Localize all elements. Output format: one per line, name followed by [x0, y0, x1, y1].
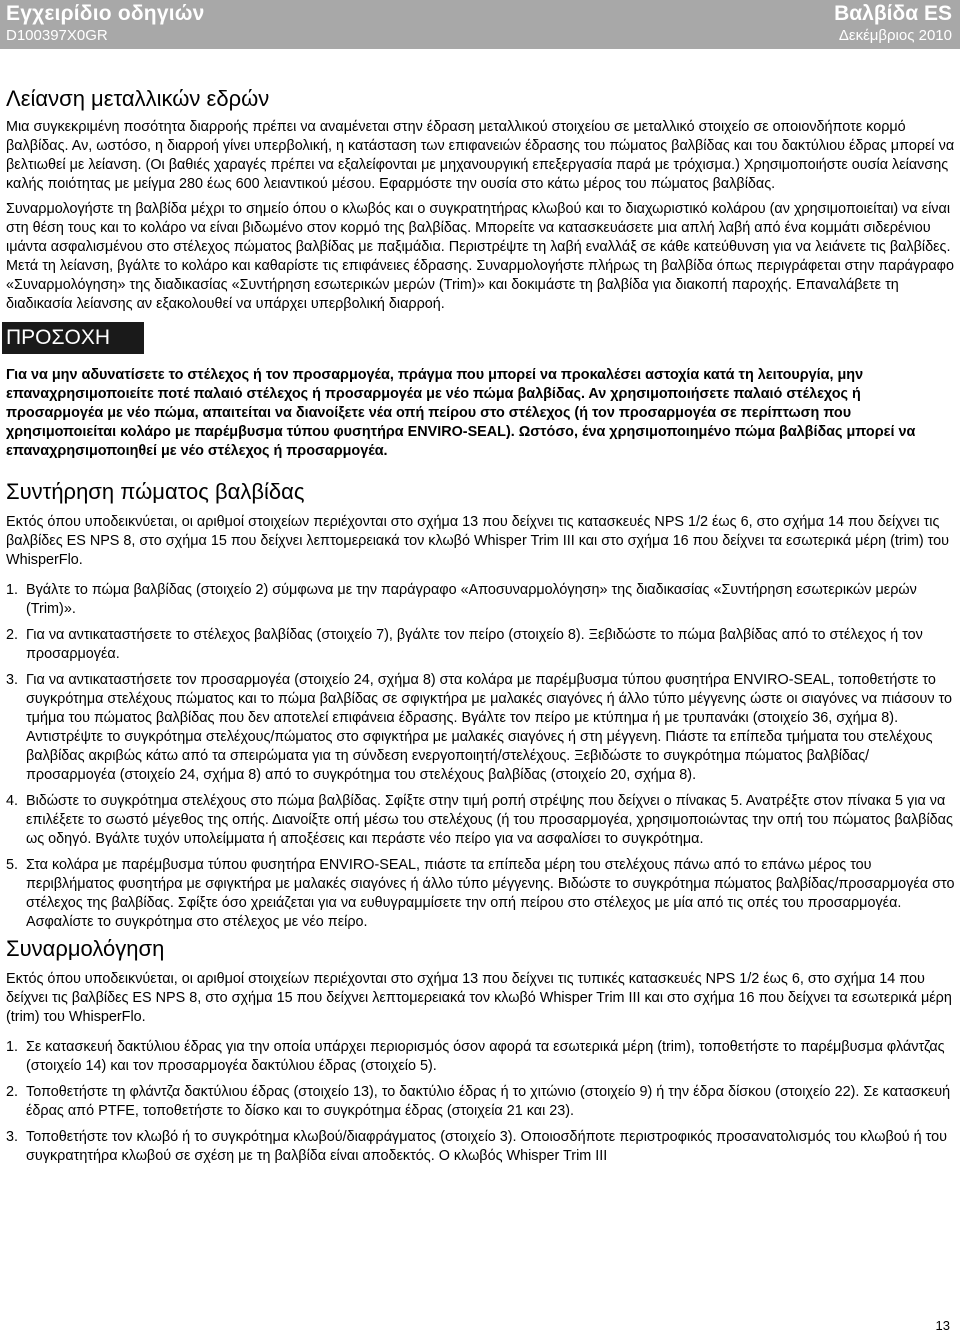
- assembly-heading: Συναρμολόγηση: [6, 936, 165, 961]
- page-number: 13: [935, 1318, 950, 1333]
- list-item: 2. Τοποθετήστε τη φλάντζα δακτύλιου έδρας (στοιχείο 13), το δακτύλιο έδρας ή το χιτώνιο (στοιχείο 9) ή την έδρα δίσκου (στοιχείο 22). Σε κατασκευή έδρας από PTFE, τοποθετήστε το δίσκο και το συγκρότημα έδρας (στοιχεία 21 και 23).: [6, 1084, 951, 1119]
- list-item: 3. Τοποθετήστε τον κλωβό ή το συγκρότημα κλωβού/διαφράγματος (στοιχείο 3). Οποιοσδήποτε περιστροφικός προσανατολισμός του κλωβού ή του συγκρατητήρα κλωβού σε σχέση με τη βαλβίδα είναι αποδεκτός. Ο κλωβός Whisper Trim III: [6, 1129, 947, 1164]
- assembly-intro: Εκτός όπου υποδεικνύεται, οι αριθμοί στοιχείων περιέχονται στο σχήμα 13 που δείχνει τις τυπικές κατασκευές NPS 1/2 έως 6, στο σχήμα 14 που δείχνει τις βαλβίδες ES NPS 8, στο σχήμα 15 που δείχνει λεπτομερειακά τον κλωβό Whisper Trim III και στο σχήμα 16 που δείχνει τα εσωτερικά μέρη (trim) του WhisperFlo.: [6, 971, 952, 1025]
- page-header: [0, 0, 960, 49]
- publication-date: Δεκέμβριος 2010: [838, 27, 952, 44]
- list-item: 1. Βγάλτε το πώμα βαλβίδας (στοιχείο 2) σύμφωνα με την παράγραφο «Αποσυναρμολόγηση» της διαδικασίας «Συντήρηση εσωτερικών μερών (Trim)».: [6, 582, 917, 617]
- caution-text: Για να μην αδυνατίσετε το στέλεχος ή τον προσαρμογέα, πράγμα που μπορεί να προκαλέσει αστοχία κατά τη λειτουργία, μην επαναχρησιμοποιείτε ποτέ παλαιό στέλεχος ή προσαρμογέα με νέο πώμα βαλβίδας. Αν χρησιμοποιήσετε παλαιό στέλεχος ή προσαρμογέα με νέο πώμα, απαιτείται να διανοίξετε νέα οπή πείρου στο στέλεχος (ή τον προσαρμογέα σε περίπτωση που χρησιμοποιείται κολάρο με παρέμβυσμα τύπου φυσητήρα ENVIRO-SEAL). Ωστόσο, ένα χρησιμοποιημένο πώμα βαλβίδας μπορεί να επαναχρησιμοποιηθεί με νέο στέλεχος ή προσαρμογέα.: [6, 367, 916, 459]
- lapping-paragraph-2: Συναρμολογήστε τη βαλβίδα μέχρι το σημείο όπου ο κλωβός και ο συγκρατητήρας κλωβού και το διαχωριστικό κολάρου (αν χρησιμοποιείται) να είναι στη θέση τους και το κολάρο να είναι βιδωμένο στον κορμό της βαλβίδας. Μπορείτε να κατασκευάσετε μια απλή λαβή από ένα κομμάτι σιδερένιου ιμάντα ασφαλισμένου στο στέλεχος πώματος βαλβίδας με παξιμάδια. Περιστρέψτε τη λαβή εναλλάξ σε κάθε κατεύθυνση για να λειάνετε τις βαλβίδες. Μετά τη λείανση, βγάλτε το κολάρο και καθαρίστε τις επιφάνειες έδρασης. Συναρμολογήστε πλήρως τη βαλβίδα όπως περιγράφεται στην παράγραφο «Συναρμολόγηση» της διαδικασίας «Συντήρηση εσωτερικών μερών (Trim)» και δοκιμάστε τη βαλβίδα για διακοπή παροχής. Επαναλάβετε τη διαδικασία λείανσης αν εξακολουθεί να υπάρχει υπερβολική διαρροή.: [6, 201, 954, 312]
- list-item: 5. Στα κολάρα με παρέμβυσμα τύπου φυσητήρα ENVIRO-SEAL, πιάστε τα επίπεδα μέρη του στελέχους πάνω από το επάνω μέρος του περιβλήματος φυσητήρα με σφιγκτήρα με μαλακές σιαγόνες ή άλλο τύπο μέγγενης. Βιδώστε το συγκρότημα πώματος βαλβίδας/προσαρμογέα στο στέλεχος της βαλβίδας. Σφίξτε όσο χρειάζεται για να ευθυγραμμίσετε την οπή πείρου στο στέλεχος με μία από τις οπές του προσαρμογέα. Ασφαλίστε το συγκρότημα στο στέλεχος με νέο πείρο.: [6, 857, 955, 930]
- product-name: Βαλβίδα ES: [834, 2, 952, 25]
- list-item: 1. Σε κατασκευή δακτύλιου έδρας για την οποία υπάρχει περιορισμός όσον αφορά τα εσωτερικά μέρη (trim), τοποθετήστε το παρέμβυσμα φλάντζας (στοιχείο 14) και τον προσαρμογέα δακτύλιου έδρας (στοιχείο 5).: [6, 1039, 945, 1074]
- plug-maintenance-intro: Εκτός όπου υποδεικνύεται, οι αριθμοί στοιχείων περιέχονται στο σχήμα 13 που δείχνει τις κατασκευές NPS 1/2 έως 6, στο σχήμα 14 που δείχνει τις βαλβίδες ES NPS 8, στο σχήμα 15 που δείχνει λεπτομερειακά τον κλωβό Whisper Trim III και στο σχήμα 16 που δείχνει τα εσωτερικά μέρη (trim) του WhisperFlo.: [6, 514, 949, 568]
- manual-title: Εγχειρίδιο οδηγιών: [6, 2, 205, 25]
- caution-label: ΠΡΟΣΟΧΗ: [2, 322, 144, 354]
- plug-maintenance-heading: Συντήρηση πώματος βαλβίδας: [6, 479, 305, 504]
- assembly-steps: [6, 1038, 956, 1166]
- document-number: D100397X0GR: [6, 27, 108, 44]
- list-item: 3. Για να αντικαταστήσετε τον προσαρμογέα (στοιχείο 24, σχήμα 8) στα κολάρα με παρέμβυσμα τύπου φυσητήρα ENVIRO-SEAL, τοποθετήστε το συγκρότημα στελέχους πώματος και το πώμα βαλβίδας σε σφιγκτήρα με μαλακές σιαγόνες ή άλλο τύπο μέγγενης ώστε οι σιαγόνες να πιάσουν το τμήμα του πώματος βαλβίδας που δεν αποτελεί επιφάνεια έδρασης. Βγάλτε τον πείρο με κτύπημα ή με τρυπανάκι (στοιχείο 36, σχήμα 8). Αντιστρέψτε το συγκρότημα στελέχους/πώματος στο σφιγκτήρα με μαλακές σιαγόνες ή στη μέγγενη. Πιάστε τα επίπεδα τμήματα του στελέχους βαλβίδας ακριβώς κάτω από τα σπειρώματα για τη σύνδεση ενεργοποιητή/στελέχους. Ξεβιδώστε το συγκρότημα πώματος βαλβίδας/προσαρμογέα (στοιχείο 24, σχήμα 8) από το συγκρότημα του στελέχους βαλβίδας (στοιχείο 20, σχήμα 8).: [6, 672, 953, 783]
- list-item: 2. Για να αντικαταστήσετε το στέλεχος βαλβίδας (στοιχείο 7), βγάλτε τον πείρο (στοιχείο 8). Ξεβιδώστε το πώμα βαλβίδας από το στέλεχος ή τον προσαρμογέα.: [6, 627, 923, 662]
- lapping-paragraph-1: Μια συγκεκριμένη ποσότητα διαρροής πρέπει να αναμένεται στην έδραση μεταλλικού στοιχείου σε μεταλλικό στοιχείο σε οποιονδήποτε κορμό βαλβίδας. Αν, ωστόσο, η διαρροή γίνει υπερβολική, η κατάσταση των επιφανειών έδρασης του πώματος βαλβίδας και του δακτύλιου έδρας μπορεί να βελτιωθεί με λείανση. (Οι βαθιές χαραγές πρέπει να εξαλείφονται με μηχανουργική επεξεργασία παρά με τρόχισμα.) Χρησιμοποιήστε ουσία λείανσης καλής ποιότητας με μείγμα 280 έως 600 λειαντικού μέσου. Εφαρμόστε την ουσία στο κάτω μέρος του πώματος βαλβίδας.: [6, 119, 955, 192]
- lapping-heading: Λείανση μεταλλικών εδρών: [6, 86, 270, 111]
- plug-maintenance-steps: [6, 581, 956, 932]
- list-item: 4. Βιδώστε το συγκρότημα στελέχους στο πώμα βαλβίδας. Σφίξτε στην τιμή ροπή στρέψης που δείχνει ο πίνακας 5. Ανατρέξτε στον πίνακα 5 για να επιλέξετε το σωστό μέγεθος της οπής. Διανοίξτε οπή μέσω του στελέχους (ή του προσαρμογέα, χρησιμοποιώντας την οπή του πώματος βαλβίδας ως οδηγό. Βγάλτε τυχόν υπολείμματα ή αποξέσεις και περάστε νέο πείρο για να ασφαλίσει το συγκρότημα.: [6, 793, 953, 847]
- page-content: [6, 86, 956, 1166]
